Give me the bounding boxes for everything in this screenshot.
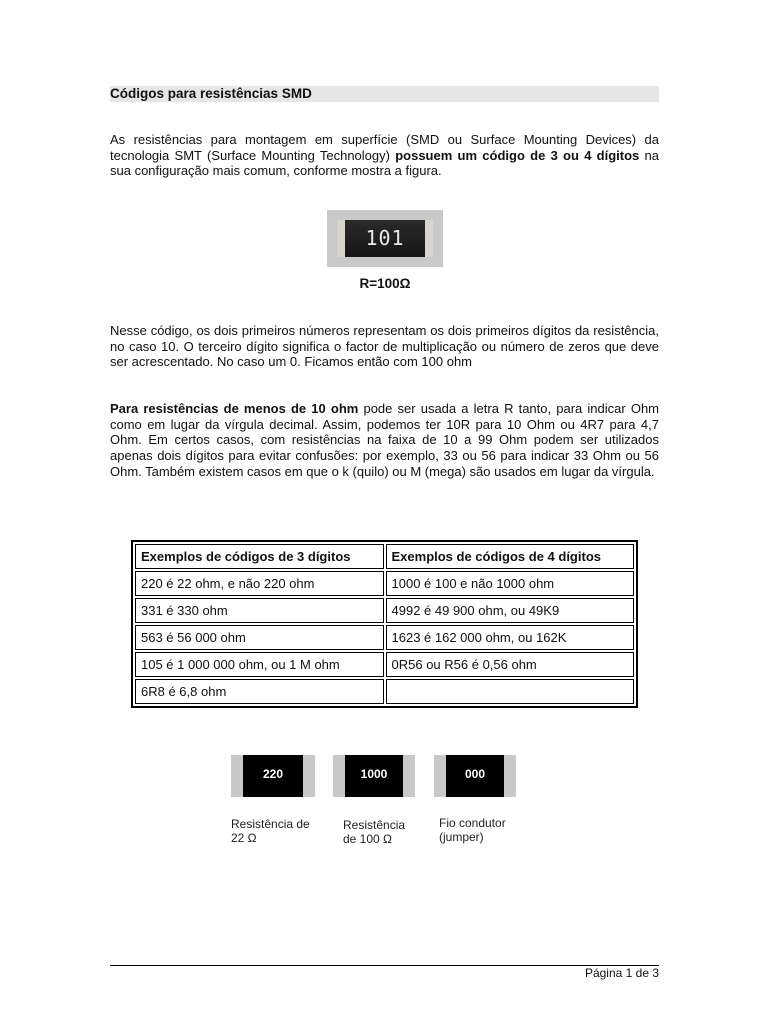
section-heading: Códigos para resistências SMD	[110, 86, 659, 102]
terminal-left	[231, 755, 243, 797]
smd-resistor-jumper	[434, 755, 516, 797]
table-row	[135, 652, 634, 677]
terminal-right	[303, 755, 315, 797]
explanation-paragraph: Nesse código, os dois primeiros números representam os dois primeiros dígitos da resistência, no caso 10. O terceiro dígito significa o factor de multiplicação ou número de zeros que deve ser acrescentado. No caso um 0. Ficamos então com 100 ohm	[110, 323, 659, 370]
caption-line: de 100 Ω	[343, 832, 393, 846]
low-ohm-paragraph	[110, 401, 659, 480]
caption-line: 22 Ω	[231, 831, 257, 845]
table-row	[135, 679, 634, 704]
resistor-code: 000	[464, 767, 486, 781]
chip-marking: 101	[365, 226, 405, 250]
table-cell: 4992 é 49 900 ohm, ou 49K9	[386, 598, 635, 623]
photo-caption: R=100Ω	[359, 276, 411, 291]
caption-line: Fio condutor	[439, 816, 506, 830]
table-cell: 1623 é 162 000 ohm, ou 162K	[386, 625, 635, 650]
table-row	[135, 598, 634, 623]
caption-line: Resistência	[343, 818, 406, 832]
table-cell: 1000 é 100 e não 1000 ohm	[386, 571, 635, 596]
terminal-left	[434, 755, 446, 797]
terminal-right	[504, 755, 516, 797]
table-cell	[386, 679, 635, 704]
page-number: Página 1 de 3	[584, 966, 659, 980]
caption-line: (jumper)	[439, 830, 484, 844]
table-row	[135, 625, 634, 650]
table-cell: 220 é 22 ohm, e não 220 ohm	[135, 571, 384, 596]
intro-paragraph	[110, 132, 659, 179]
table-cell: 563 é 56 000 ohm	[135, 625, 384, 650]
low-ohm-text: pode ser usada a letra R tanto, para indicar Ohm como em lugar da vírgula decimal. Assim, podemos ter 10R para 10 Ohm ou 4R7 para 4,7 Ohm. Em certos casos, com resistências na faixa de 10 a 99 Ohm podem ser utilizados apenas dois dígitos para evitar confusões: por exemplo, 33 ou 56 para indicar 33 Ohm ou 56 Ohm. Também existem casos em que o k (quilo) ou M (mega) são usados em lugar da vírgula.	[110, 401, 660, 479]
smd-caption-jumper	[439, 816, 506, 844]
table-cell: 0R56 ou R56 é 0,56 ohm	[386, 652, 635, 677]
smd-caption-220	[231, 817, 310, 845]
table-cell: 6R8 é 6,8 ohm	[135, 679, 384, 704]
resistor-code: 1000	[360, 767, 388, 781]
terminal-left	[333, 755, 345, 797]
smd-resistor-1000	[333, 755, 415, 797]
examples-table	[131, 540, 638, 708]
low-ohm-bold: Para resistências de menos de 10 ohm	[110, 401, 359, 416]
table-row	[135, 571, 634, 596]
intro-text-1: As resistências para montagem em superfície (SMD ou Surface Mounting Devices) da tecnologia SMT (Surface Mounting Technology)	[110, 132, 659, 163]
intro-text-2: na sua configuração mais comum, conforme mostra a figura.	[110, 147, 659, 179]
table-header-3-digit: Exemplos de códigos de 3 dígitos	[135, 544, 384, 569]
chip-terminal-right	[425, 220, 433, 257]
chip-terminal-left	[337, 220, 345, 257]
smd-resistor-220	[231, 755, 315, 797]
caption-line: Resistência de	[231, 817, 310, 831]
table-header-row	[135, 544, 634, 569]
table-cell: 331 é 330 ohm	[135, 598, 384, 623]
table-header-4-digit: Exemplos de códigos de 4 dígitos	[386, 544, 635, 569]
terminal-right	[403, 755, 415, 797]
intro-bold: possuem um código de 3 ou 4 dígitos	[395, 147, 640, 163]
smd-caption-1000	[343, 818, 405, 846]
smd-resistor-photo	[327, 210, 443, 267]
resistor-code: 220	[262, 767, 284, 781]
table-cell: 105 é 1 000 000 ohm, ou 1 M ohm	[135, 652, 384, 677]
